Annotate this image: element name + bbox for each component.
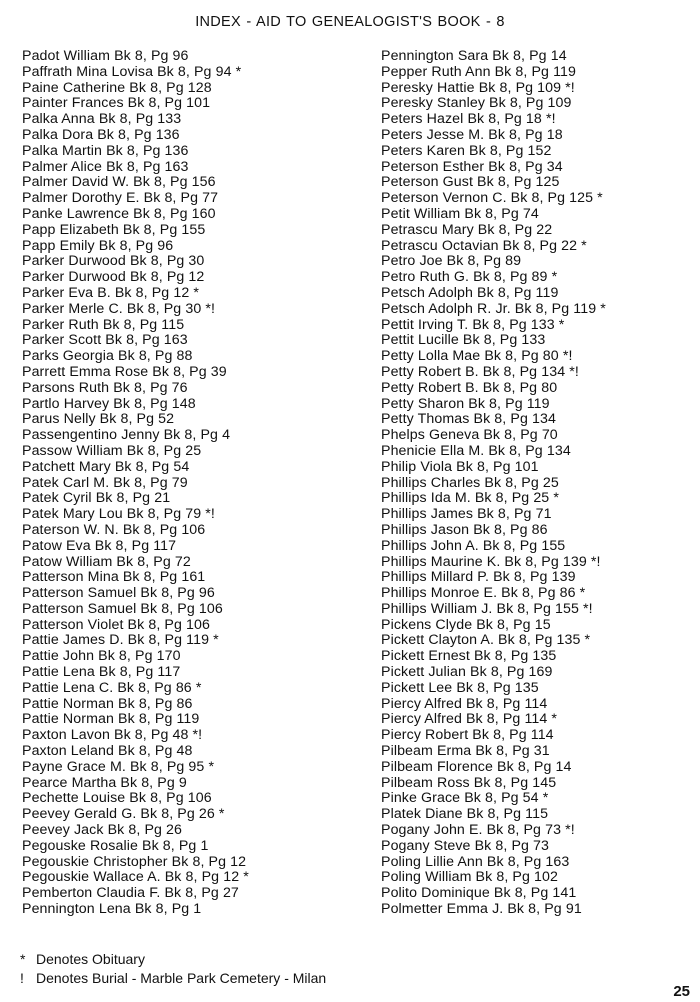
index-entry: Piercy Alfred Bk 8, Pg 114 * — [381, 711, 558, 728]
page-title: INDEX - AID TO GENEALOGIST'S BOOK - 8 — [195, 14, 505, 30]
index-entry: Parsons Ruth Bk 8, Pg 76 — [22, 379, 188, 396]
index-entry: Parker Scott Bk 8, Pg 163 — [22, 332, 188, 349]
index-entry: Pechette Louise Bk 8, Pg 106 — [22, 790, 212, 807]
index-entry: Parrett Emma Rose Bk 8, Pg 39 — [22, 363, 227, 380]
index-entry: Poling Lillie Ann Bk 8, Pg 163 — [381, 853, 570, 870]
index-entry: Phillips Millard P. Bk 8, Pg 139 — [381, 569, 576, 586]
index-entry: Papp Elizabeth Bk 8, Pg 155 — [22, 221, 206, 238]
index-entry: Patchett Mary Bk 8, Pg 54 — [22, 458, 190, 475]
index-entry: Pegouskie Christopher Bk 8, Pg 12 — [22, 853, 247, 870]
index-entry: Paterson W. N. Bk 8, Pg 106 — [22, 521, 206, 538]
index-entry: Palka Martin Bk 8, Pg 136 — [22, 142, 189, 159]
index-entry: Phillips James Bk 8, Pg 71 — [381, 506, 552, 523]
index-entry: Petty Thomas Bk 8, Pg 134 — [381, 411, 556, 428]
index-entry: Pattie Lena C. Bk 8, Pg 86 * — [22, 679, 202, 696]
index-entry: Parker Merle C. Bk 8, Pg 30 *! — [22, 300, 216, 317]
index-entry: Palmer Alice Bk 8, Pg 163 — [22, 158, 189, 175]
index-entry: Pickett Lee Bk 8, Pg 135 — [381, 679, 539, 696]
index-entry: Platek Diane Bk 8, Pg 115 — [381, 806, 549, 823]
legend — [20, 950, 326, 988]
index-entry: Poling William Bk 8, Pg 102 — [381, 869, 558, 886]
index-entry: Pogany Steve Bk 8, Pg 73 — [381, 837, 550, 854]
index-entry: Padot William Bk 8, Pg 96 — [22, 48, 189, 64]
index-entry: Peresky Hattie Bk 8, Pg 109 *! — [381, 79, 575, 96]
index-entry: Phillips John A. Bk 8, Pg 155 — [381, 537, 566, 554]
index-entry: Petrascu Mary Bk 8, Pg 22 — [381, 221, 553, 238]
index-entry: Pepper Ruth Ann Bk 8, Pg 119 — [381, 63, 576, 80]
index-entry: Peterson Gust Bk 8, Pg 125 — [381, 174, 560, 191]
index-entry: Pattie James D. Bk 8, Pg 119 * — [22, 632, 219, 649]
index-entry: Parker Ruth Bk 8, Pg 115 — [22, 316, 185, 333]
index-entry: Phillips Ida M. Bk 8, Pg 25 * — [381, 490, 559, 507]
index-entry: Patterson Mina Bk 8, Pg 161 — [22, 569, 206, 586]
index-entry: Paffrath Mina Lovisa Bk 8, Pg 94 * — [22, 63, 242, 80]
index-entry: Peters Hazel Bk 8, Pg 18 *! — [381, 111, 556, 128]
index-entry: Pegouske Rosalie Bk 8, Pg 1 — [22, 837, 209, 854]
index-entry: Patterson Samuel Bk 8, Pg 106 — [22, 600, 223, 617]
index-entry: Pickett Julian Bk 8, Pg 169 — [381, 664, 553, 681]
legend-item-burial — [20, 969, 326, 988]
index-entry: Palmer David W. Bk 8, Pg 156 — [22, 174, 216, 191]
index-entry: Peterson Vernon C. Bk 8, Pg 125 * — [381, 190, 603, 207]
index-entry: Pettit Lucille Bk 8, Pg 133 — [381, 332, 546, 349]
legend-text: Denotes Obituary — [36, 951, 145, 967]
index-entry: Parker Eva B. Bk 8, Pg 12 * — [22, 284, 199, 301]
index-entry: Passow William Bk 8, Pg 25 — [22, 442, 202, 459]
index-entry: Pilbeam Florence Bk 8, Pg 14 — [381, 758, 572, 775]
index-entry: Peterson Esther Bk 8, Pg 34 — [381, 158, 563, 175]
index-entry: Passengentino Jenny Bk 8, Pg 4 — [22, 427, 231, 444]
index-entry: Paxton Leland Bk 8, Pg 48 — [22, 743, 193, 760]
index-entry: Pettit Irving T. Bk 8, Pg 133 * — [381, 316, 565, 333]
index-entry: Palka Dora Bk 8, Pg 136 — [22, 126, 180, 143]
index-entry: Pattie John Bk 8, Pg 170 — [22, 648, 181, 665]
index-entry: Petsch Adolph Bk 8, Pg 119 — [381, 284, 559, 301]
index-entry: Pattie Lena Bk 8, Pg 117 — [22, 664, 181, 681]
legend-text: Denotes Burial - Marble Park Cemetery - Milan — [36, 970, 327, 986]
index-entry: Pennington Sara Bk 8, Pg 14 — [381, 48, 567, 64]
index-column-left — [22, 49, 362, 918]
index-entry: Polito Dominique Bk 8, Pg 141 — [381, 885, 577, 902]
index-entry: Pickett Ernest Bk 8, Pg 135 — [381, 648, 557, 665]
index-entry: Petty Robert B. Bk 8, Pg 134 *! — [381, 363, 579, 380]
index-entry: Palka Anna Bk 8, Pg 133 — [22, 111, 182, 128]
index-entry: Patek Mary Lou Bk 8, Pg 79 *! — [22, 506, 215, 523]
index-entry: Pickens Clyde Bk 8, Pg 15 — [381, 616, 551, 633]
index-entry: Phillips Monroe E. Bk 8, Pg 86 * — [381, 585, 586, 602]
index-entry: Peevey Jack Bk 8, Pg 26 — [22, 822, 183, 839]
index-entry: Payne Grace M. Bk 8, Pg 95 * — [22, 758, 215, 775]
index-entry: Phillips Maurine K. Bk 8, Pg 139 *! — [381, 553, 601, 570]
index-entry: Papp Emily Bk 8, Pg 96 — [22, 237, 174, 254]
index-entry: Piercy Alfred Bk 8, Pg 114 — [381, 695, 548, 712]
index-entry: Petit William Bk 8, Pg 74 — [381, 205, 539, 222]
index-entry: Phillips Charles Bk 8, Pg 25 — [381, 474, 559, 491]
index-entry: Polmetter Emma J. Bk 8, Pg 91 — [381, 901, 582, 918]
index-entry: Patek Cyril Bk 8, Pg 21 — [22, 490, 171, 507]
index-entry: Pearce Martha Bk 8, Pg 9 — [22, 774, 187, 791]
index-entry: Petrascu Octavian Bk 8, Pg 22 * — [381, 237, 587, 254]
index-entry: Piercy Robert Bk 8, Pg 114 — [381, 727, 554, 744]
index-entry: Petty Robert B. Bk 8, Pg 80 — [381, 379, 558, 396]
index-entry: Patterson Violet Bk 8, Pg 106 — [22, 616, 210, 633]
index-entry: Paxton Lavon Bk 8, Pg 48 *! — [22, 727, 203, 744]
index-entry: Pickett Clayton A. Bk 8, Pg 135 * — [381, 632, 591, 649]
index-entry: Patek Carl M. Bk 8, Pg 79 — [22, 474, 188, 491]
index-entry: Parker Durwood Bk 8, Pg 30 — [22, 253, 205, 270]
index-entry: Philip Viola Bk 8, Pg 101 — [381, 458, 539, 475]
index-column-right — [381, 49, 691, 918]
index-entry: Peresky Stanley Bk 8, Pg 109 — [381, 95, 572, 112]
index-entry: Paine Catherine Bk 8, Pg 128 — [22, 79, 212, 96]
legend-item-obituary — [20, 950, 326, 969]
index-entry: Phillips Jason Bk 8, Pg 86 — [381, 521, 548, 538]
index-entry: Patterson Samuel Bk 8, Pg 96 — [22, 585, 215, 602]
index-entry: Peters Karen Bk 8, Pg 152 — [381, 142, 552, 159]
index-entry: Peters Jesse M. Bk 8, Pg 18 — [381, 126, 563, 143]
index-entry: Pattie Norman Bk 8, Pg 119 — [22, 711, 200, 728]
index-entry: Phillips William J. Bk 8, Pg 155 *! — [381, 600, 593, 617]
index-entry: Phelps Geneva Bk 8, Pg 70 — [381, 427, 558, 444]
index-entry: Pemberton Claudia F. Bk 8, Pg 27 — [22, 885, 239, 902]
index-entry: Parks Georgia Bk 8, Pg 88 — [22, 348, 193, 365]
index-entry: Parus Nelly Bk 8, Pg 52 — [22, 411, 175, 428]
legend-symbol: ! — [20, 970, 24, 986]
index-entry: Petty Sharon Bk 8, Pg 119 — [381, 395, 550, 412]
index-entry: Pattie Norman Bk 8, Pg 86 — [22, 695, 193, 712]
index-entry: Pennington Lena Bk 8, Pg 1 — [22, 901, 202, 918]
index-entry: Petsch Adolph R. Jr. Bk 8, Pg 119 * — [381, 300, 606, 317]
index-entry: Peevey Gerald G. Bk 8, Pg 26 * — [22, 806, 225, 823]
index-entry: Pegouskie Wallace A. Bk 8, Pg 12 * — [22, 869, 249, 886]
index-entry: Painter Frances Bk 8, Pg 101 — [22, 95, 211, 112]
index-entry: Partlo Harvey Bk 8, Pg 148 — [22, 395, 196, 412]
index-entry: Phenicie Ella M. Bk 8, Pg 134 — [381, 442, 571, 459]
legend-symbol: * — [20, 951, 26, 967]
index-entry: Pinke Grace Bk 8, Pg 54 * — [381, 790, 549, 807]
index-entry: Patow William Bk 8, Pg 72 — [22, 553, 191, 570]
index-entry: Petro Joe Bk 8, Pg 89 — [381, 253, 522, 270]
index-entry: Patow Eva Bk 8, Pg 117 — [22, 537, 177, 554]
index-entry: Petty Lolla Mae Bk 8, Pg 80 *! — [381, 348, 573, 365]
index-entry: Pilbeam Erma Bk 8, Pg 31 — [381, 743, 550, 760]
index-entry: Palmer Dorothy E. Bk 8, Pg 77 — [22, 190, 219, 207]
index-entry: Parker Durwood Bk 8, Pg 12 — [22, 269, 205, 286]
index-entry: Pogany John E. Bk 8, Pg 73 *! — [381, 822, 575, 839]
index-entry: Panke Lawrence Bk 8, Pg 160 — [22, 205, 216, 222]
index-entry: Petro Ruth G. Bk 8, Pg 89 * — [381, 269, 558, 286]
index-entry: Pilbeam Ross Bk 8, Pg 145 — [381, 774, 557, 791]
page-number: 25 — [673, 983, 690, 1000]
